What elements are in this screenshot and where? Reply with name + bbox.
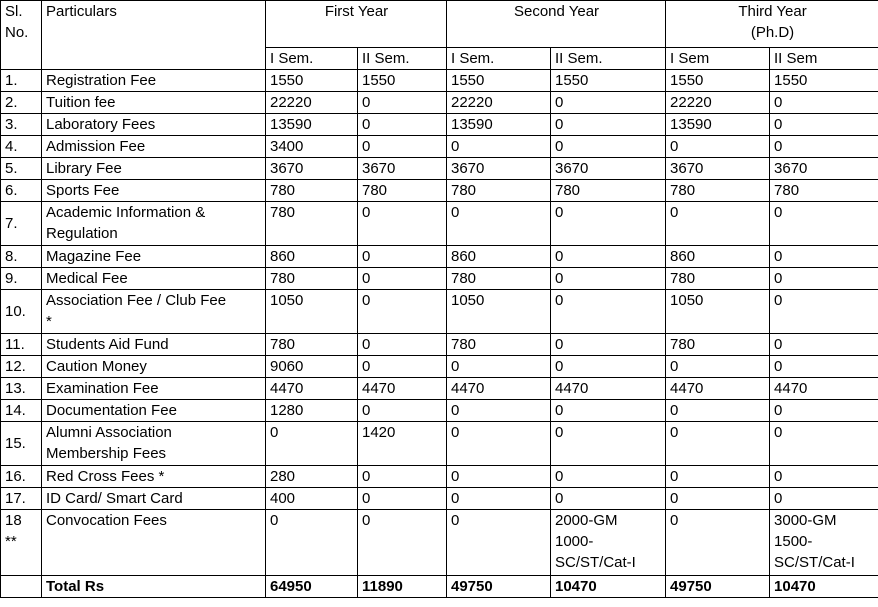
- table-row: [1, 488, 878, 510]
- fee-value: 0: [770, 136, 878, 158]
- fee-value: 3670: [551, 158, 666, 180]
- sl-number: 17.: [1, 488, 42, 510]
- fee-value: 0: [551, 488, 666, 510]
- particular-name: ID Card/ Smart Card: [42, 488, 266, 510]
- fee-value: 1050: [266, 290, 358, 334]
- particular-name: Students Aid Fund: [42, 334, 266, 356]
- sl-number: 13.: [1, 378, 42, 400]
- table-row: [1, 180, 878, 202]
- fee-value: 0: [358, 466, 447, 488]
- particular-name: Association Fee / Club Fee *: [42, 290, 266, 334]
- fee-value: 0: [447, 422, 551, 466]
- particular-name: Caution Money: [42, 356, 266, 378]
- fee-value: 0: [266, 510, 358, 576]
- sem-header: I Sem: [666, 48, 770, 70]
- fee-value: 0: [666, 466, 770, 488]
- fee-value: 0: [666, 510, 770, 576]
- fee-value: 13590: [447, 114, 551, 136]
- particular-name: Admission Fee: [42, 136, 266, 158]
- fee-value: 0: [666, 356, 770, 378]
- fee-value: 0: [266, 422, 358, 466]
- sl-header: Sl. No.: [1, 1, 42, 70]
- fee-value: 780: [666, 334, 770, 356]
- sl-number: 12.: [1, 356, 42, 378]
- sl-number: 6.: [1, 180, 42, 202]
- fee-value: 4470: [358, 378, 447, 400]
- sl-number: 14.: [1, 400, 42, 422]
- fee-value: 0: [447, 400, 551, 422]
- fee-value: 4470: [266, 378, 358, 400]
- fee-value: 860: [666, 246, 770, 268]
- second-year-header: Second Year: [447, 1, 666, 48]
- total-value: 11890: [358, 576, 447, 598]
- fee-value: 0: [358, 246, 447, 268]
- fee-value: 13590: [666, 114, 770, 136]
- particular-name: Documentation Fee: [42, 400, 266, 422]
- total-value: 10470: [770, 576, 878, 598]
- fee-value: 4470: [551, 378, 666, 400]
- fee-value: 780: [447, 268, 551, 290]
- fee-value: 0: [551, 334, 666, 356]
- table-row: [1, 202, 878, 246]
- table-row: [1, 268, 878, 290]
- sl-number: 16.: [1, 466, 42, 488]
- total-label: Total Rs: [42, 576, 266, 598]
- fee-value: 22220: [666, 92, 770, 114]
- fee-value: 0: [358, 92, 447, 114]
- fee-value: 0: [551, 246, 666, 268]
- fee-value: 22220: [266, 92, 358, 114]
- fee-value: 1550: [666, 70, 770, 92]
- fee-value: 1550: [551, 70, 666, 92]
- fee-value: 0: [358, 400, 447, 422]
- table-row: [1, 92, 878, 114]
- sl-number: 9.: [1, 268, 42, 290]
- fee-value: 0: [358, 510, 447, 576]
- sl-number: 2.: [1, 92, 42, 114]
- particular-name: Magazine Fee: [42, 246, 266, 268]
- fee-value: 0: [770, 488, 878, 510]
- particular-name: Convocation Fees: [42, 510, 266, 576]
- fee-value: 4470: [447, 378, 551, 400]
- fee-value: 0: [770, 246, 878, 268]
- fee-value: 1550: [447, 70, 551, 92]
- fee-value: 1280: [266, 400, 358, 422]
- table-row: [1, 136, 878, 158]
- fee-value: 0: [770, 334, 878, 356]
- fee-value: 0: [358, 356, 447, 378]
- convocation-row: [1, 510, 878, 576]
- sem-header: II Sem.: [358, 48, 447, 70]
- table-row: [1, 334, 878, 356]
- fee-value: 0: [358, 290, 447, 334]
- fee-value: 1050: [666, 290, 770, 334]
- table-row: [1, 290, 878, 334]
- fee-value: 780: [666, 180, 770, 202]
- sl-number: [1, 576, 42, 598]
- fee-value: 0: [447, 466, 551, 488]
- fee-value: 0: [551, 136, 666, 158]
- header-row: [1, 1, 878, 48]
- sem-header: II Sem: [770, 48, 878, 70]
- fee-value: 780: [358, 180, 447, 202]
- table-row: [1, 400, 878, 422]
- fee-value: 3670: [266, 158, 358, 180]
- fee-value: 400: [266, 488, 358, 510]
- fee-value: 0: [447, 488, 551, 510]
- fee-value: 280: [266, 466, 358, 488]
- fee-value: 0: [447, 202, 551, 246]
- fee-value: 4470: [666, 378, 770, 400]
- fee-value: 0: [551, 400, 666, 422]
- fee-value: 0: [551, 114, 666, 136]
- fee-value: 0: [770, 290, 878, 334]
- fee-value: 0: [770, 202, 878, 246]
- particular-name: Sports Fee: [42, 180, 266, 202]
- fee-value: 3670: [770, 158, 878, 180]
- table-row: [1, 246, 878, 268]
- fee-value: 3000-GM 1500- SC/ST/Cat-I: [770, 510, 878, 576]
- fee-value: 0: [770, 114, 878, 136]
- fee-value: 0: [770, 466, 878, 488]
- fee-value: 0: [447, 510, 551, 576]
- particular-name: Library Fee: [42, 158, 266, 180]
- particular-name: Tuition fee: [42, 92, 266, 114]
- fee-value: 780: [266, 202, 358, 246]
- sl-number: 7.: [1, 202, 42, 246]
- fee-value: 0: [551, 422, 666, 466]
- fee-value: 780: [447, 334, 551, 356]
- fee-value: 0: [358, 334, 447, 356]
- fee-value: 0: [447, 356, 551, 378]
- fee-value: 0: [358, 202, 447, 246]
- sem-header: I Sem.: [266, 48, 358, 70]
- sl-number: 11.: [1, 334, 42, 356]
- fee-value: 0: [358, 114, 447, 136]
- sem-header: I Sem.: [447, 48, 551, 70]
- third-year-header: Third Year (Ph.D): [666, 1, 878, 48]
- total-value: 64950: [266, 576, 358, 598]
- total-value: 10470: [551, 576, 666, 598]
- fee-value: 0: [666, 422, 770, 466]
- fee-value: 2000-GM 1000- SC/ST/Cat-I: [551, 510, 666, 576]
- fee-value: 1050: [447, 290, 551, 334]
- sem-header: II Sem.: [551, 48, 666, 70]
- fee-value: 780: [266, 268, 358, 290]
- total-value: 49750: [447, 576, 551, 598]
- fee-value: 0: [551, 268, 666, 290]
- table-row: [1, 466, 878, 488]
- fee-value: 0: [770, 400, 878, 422]
- fee-value: 0: [770, 268, 878, 290]
- particular-name: Red Cross Fees *: [42, 466, 266, 488]
- fee-value: 0: [551, 290, 666, 334]
- fee-value: 0: [358, 136, 447, 158]
- particular-name: Laboratory Fees: [42, 114, 266, 136]
- fee-value: 780: [770, 180, 878, 202]
- fee-value: 3670: [447, 158, 551, 180]
- fee-value: 3400: [266, 136, 358, 158]
- fee-value: 9060: [266, 356, 358, 378]
- table-row: [1, 70, 878, 92]
- fee-value: 780: [666, 268, 770, 290]
- table-row: [1, 378, 878, 400]
- fee-value: 1550: [266, 70, 358, 92]
- total-row: [1, 576, 878, 598]
- fee-value: 780: [266, 334, 358, 356]
- fee-value: 0: [666, 136, 770, 158]
- fee-value: 860: [447, 246, 551, 268]
- fee-value: 1550: [770, 70, 878, 92]
- sl-number: 18 **: [1, 510, 42, 576]
- fee-value: 780: [551, 180, 666, 202]
- fee-value: 0: [358, 268, 447, 290]
- sl-number: 10.: [1, 290, 42, 334]
- total-value: 49750: [666, 576, 770, 598]
- particular-name: Medical Fee: [42, 268, 266, 290]
- fee-value: 780: [266, 180, 358, 202]
- fee-value: 0: [770, 92, 878, 114]
- fee-value: 0: [358, 488, 447, 510]
- sl-number: 8.: [1, 246, 42, 268]
- particular-name: Examination Fee: [42, 378, 266, 400]
- fee-value: 0: [666, 400, 770, 422]
- fee-value: 3670: [666, 158, 770, 180]
- fee-value: 860: [266, 246, 358, 268]
- fee-value: 13590: [266, 114, 358, 136]
- table-row: [1, 422, 878, 466]
- fee-value: 0: [666, 488, 770, 510]
- fee-value: 0: [666, 202, 770, 246]
- sl-number: 1.: [1, 70, 42, 92]
- fee-value: 780: [447, 180, 551, 202]
- fee-value: 3670: [358, 158, 447, 180]
- first-year-header: First Year: [266, 1, 447, 48]
- table-row: [1, 356, 878, 378]
- fee-value: 1420: [358, 422, 447, 466]
- fee-value: 22220: [447, 92, 551, 114]
- fee-value: 0: [447, 136, 551, 158]
- particular-name: Alumni Association Membership Fees: [42, 422, 266, 466]
- sl-number: 5.: [1, 158, 42, 180]
- particular-name: Registration Fee: [42, 70, 266, 92]
- fee-value: 0: [551, 92, 666, 114]
- fee-value: 4470: [770, 378, 878, 400]
- table-row: [1, 114, 878, 136]
- particular-name: Academic Information & Regulation: [42, 202, 266, 246]
- particulars-header: Particulars: [42, 1, 266, 70]
- fee-value: 0: [770, 356, 878, 378]
- fee-value: 0: [551, 356, 666, 378]
- fee-value: 0: [770, 422, 878, 466]
- fee-value: 0: [551, 466, 666, 488]
- sl-number: 4.: [1, 136, 42, 158]
- table-row: [1, 158, 878, 180]
- sl-number: 15.: [1, 422, 42, 466]
- sl-number: 3.: [1, 114, 42, 136]
- fee-value: 0: [551, 202, 666, 246]
- fee-value: 1550: [358, 70, 447, 92]
